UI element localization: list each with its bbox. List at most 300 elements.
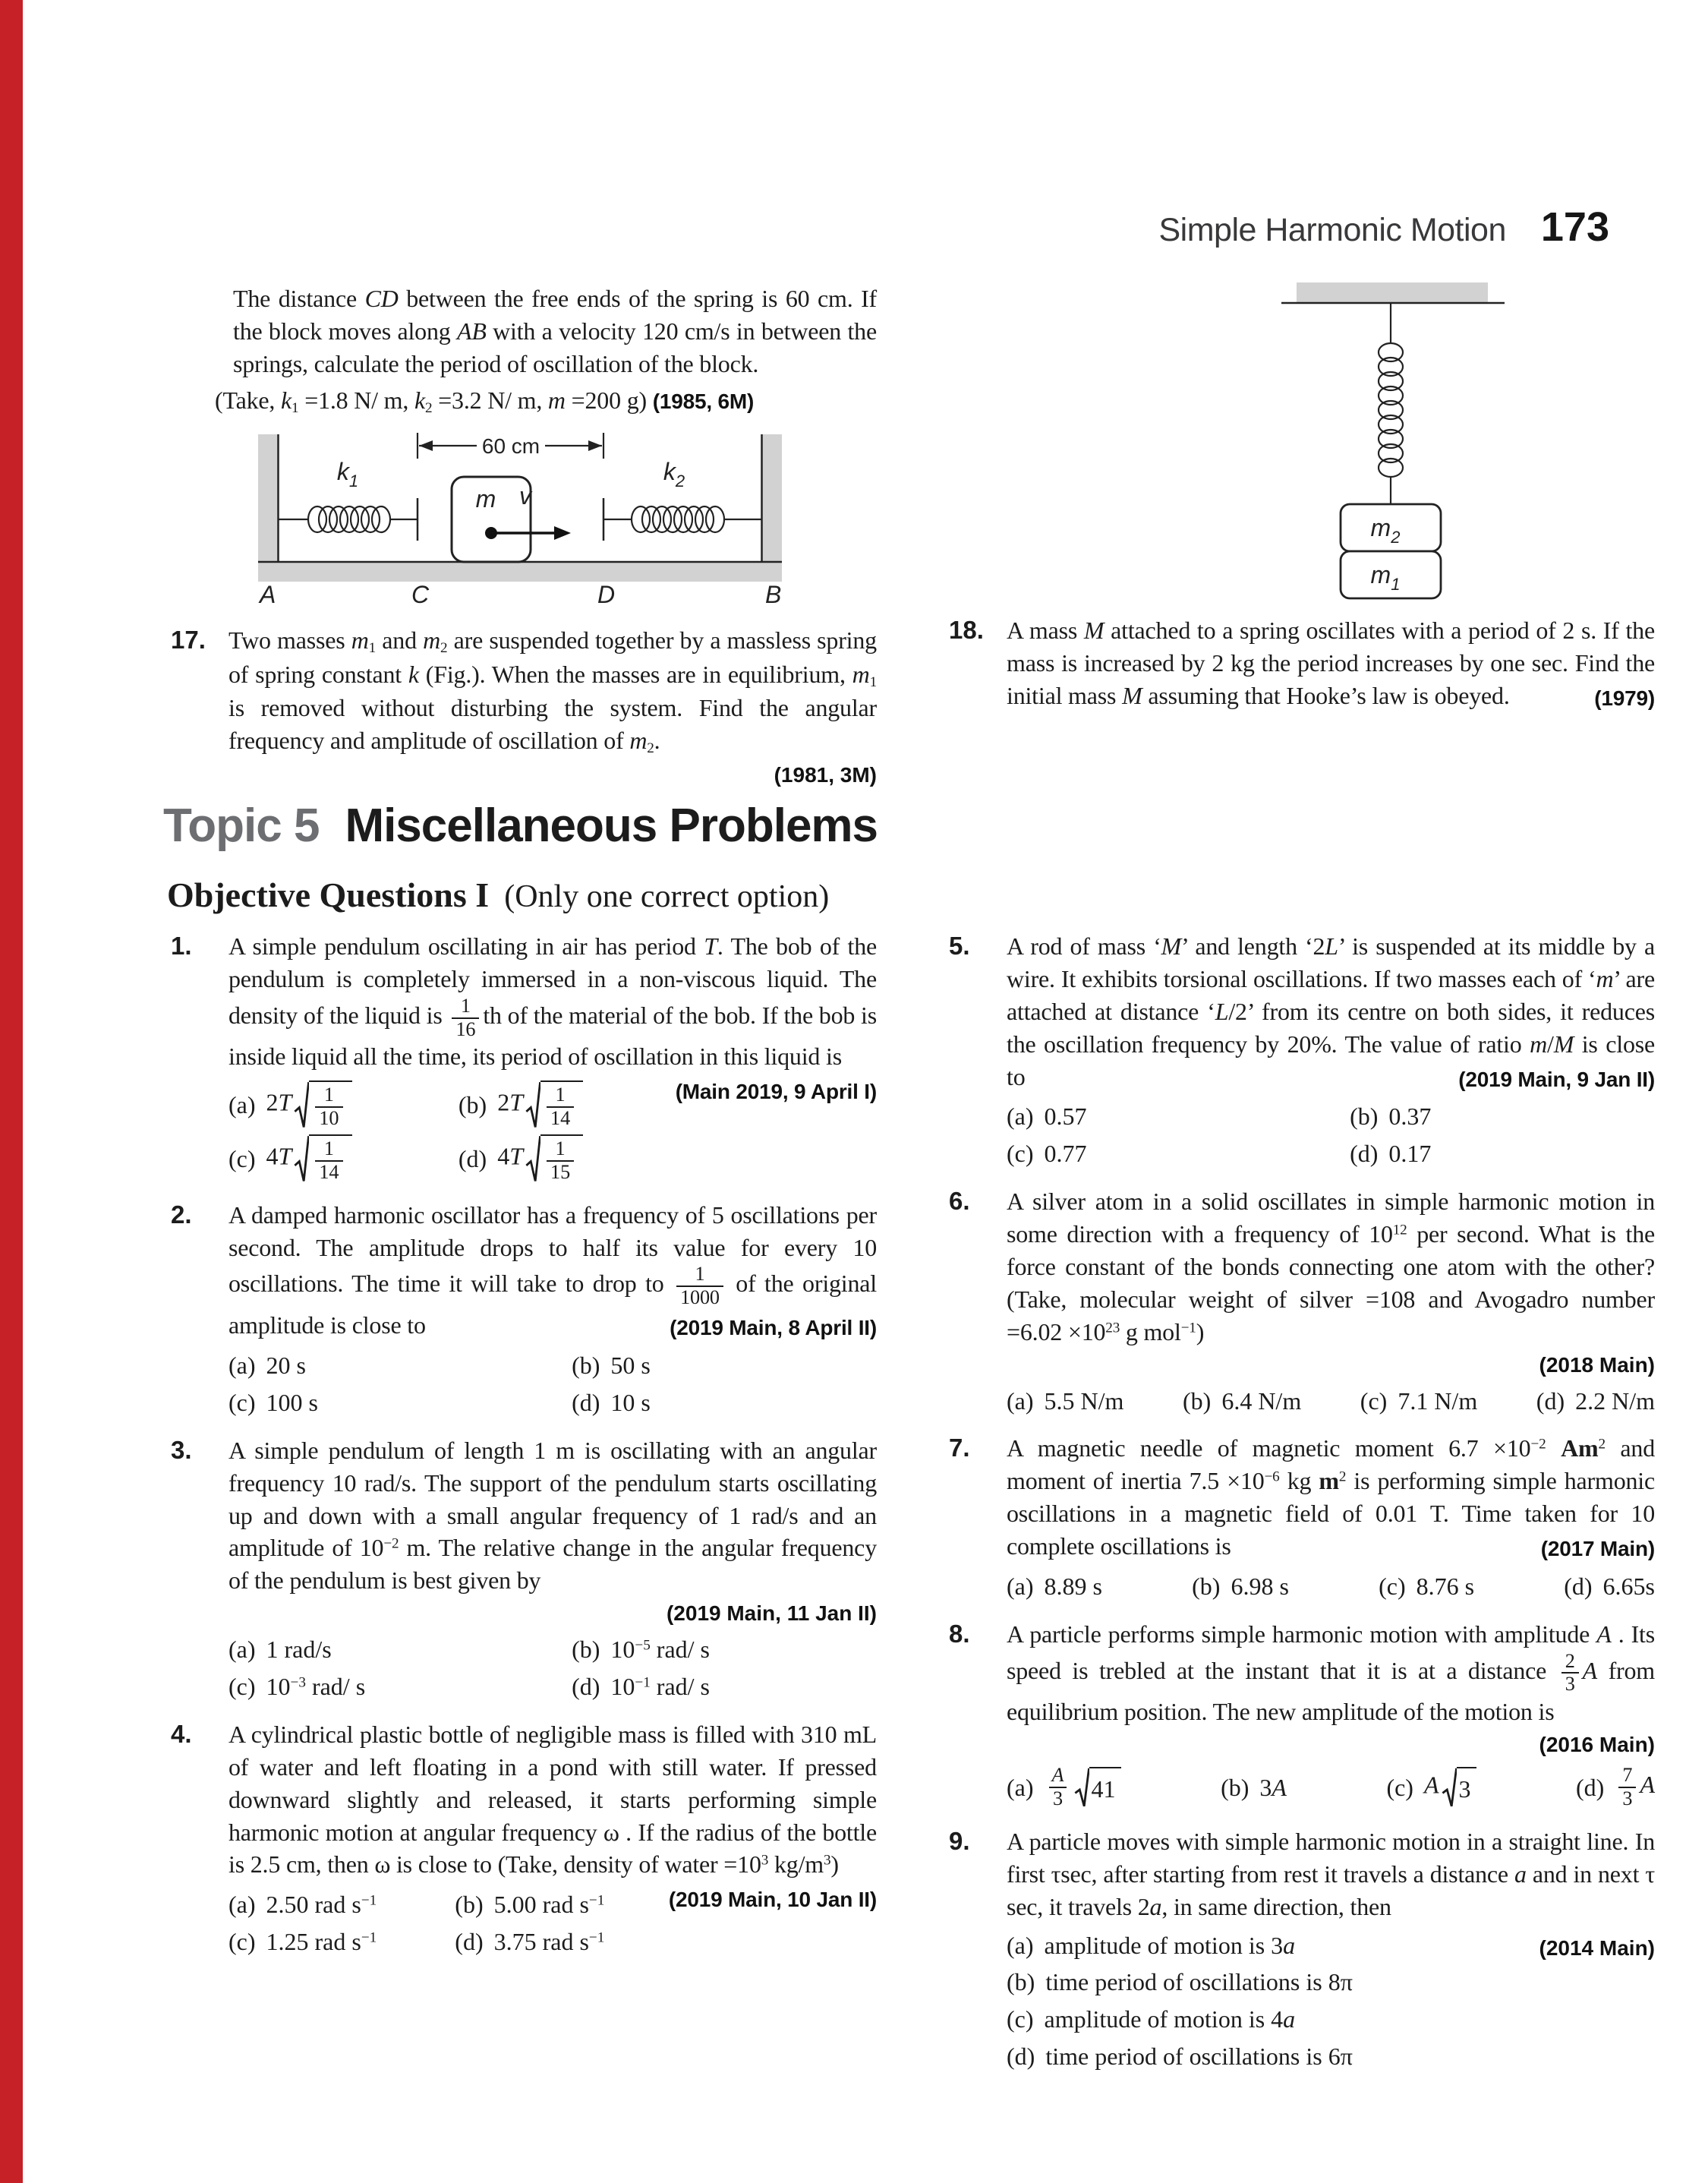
question-text: A silver atom in a solid oscillates in simple harmonic motion in some direction with a frequency of $10^{12}$ per second. What is the force constant of the bonds connecting one atom with the other? (Take, molecular weight of silver =108 and Avogadro number $=6.02 \times 10^{23}$ g mol$^{-1}$) — [1007, 1188, 1655, 1345]
exam-tag: (Main 2019, 9 April I) — [675, 1080, 877, 1104]
question-number: 1. — [171, 932, 192, 960]
option-c — [228, 1926, 441, 1958]
mass-m1-label: $m_1$ — [1370, 561, 1401, 594]
top-right-block — [949, 282, 1655, 727]
question-4 — [171, 1718, 877, 1958]
option-label: (a) — [1007, 1386, 1034, 1415]
question-7 — [949, 1432, 1655, 1602]
two-spring-track-figure — [258, 428, 782, 607]
exam-tag: (2018 Main) — [1539, 1352, 1655, 1377]
right-wall — [762, 434, 782, 562]
italic-symbol: A — [1640, 1771, 1655, 1799]
superscript: −2 — [1530, 1436, 1546, 1453]
option-text: 10 s — [610, 1388, 651, 1416]
italic-symbol: A — [1582, 1656, 1597, 1684]
radical-sign-icon — [1074, 1767, 1089, 1809]
corner-c-label: C — [411, 581, 430, 607]
question-text: A rod of mass ‘M’ and length ‘2L’ is suspended at its middle by a wire. It exhibits torsional oscillations. If two masses each of ‘m’ are attached at distance ‘L/2’ from its centre on both sides, it reduces the oscillation frequency by 20%. The value of ratio m/M is close to (2019 Main, 9 Jan II) — [1007, 930, 1655, 1093]
exam-tag: (2017 Main) — [1540, 1537, 1655, 1560]
section-title: Objective Questions I — [167, 875, 490, 914]
options-4 — [228, 1888, 652, 1958]
option-label: (c) — [1379, 1572, 1406, 1600]
option-label: (d) — [1350, 1140, 1379, 1168]
option-label: (d) — [1536, 1386, 1565, 1415]
option-label: (b) — [455, 1891, 484, 1919]
italic-symbol: AB — [456, 317, 487, 345]
option-label: (a) — [228, 1636, 256, 1664]
option-d — [459, 1134, 659, 1184]
option-text: 8.89 s — [1044, 1572, 1102, 1600]
intro-paragraph: The distance CD between the free ends of the spring is 60 cm. If the block moves along AB with a velocity 120 cm/s in between the springs, calculate the period of oscillation of the block. — [233, 285, 877, 377]
question-18-slot — [949, 614, 1655, 712]
question-number: 5. — [949, 932, 970, 960]
question-body — [1007, 614, 1655, 712]
superscript: −1 — [635, 1674, 651, 1691]
exam-tag: (2019 Main, 9 Jan II) — [1458, 1067, 1655, 1091]
option-label: (b) — [1183, 1386, 1212, 1415]
option-label: (c) — [1007, 2005, 1034, 2033]
superscript: 3 — [823, 1852, 831, 1869]
option-a — [228, 1080, 445, 1130]
question-9 — [949, 1825, 1655, 2077]
italic-symbol: A — [1272, 1773, 1287, 1801]
option-label: (d) — [458, 1144, 487, 1172]
option-text: 1 rad/s — [266, 1636, 332, 1664]
superscript: −1 — [361, 1892, 377, 1909]
italic-symbol: k — [414, 386, 425, 414]
italic-symbol: A — [1051, 1764, 1064, 1787]
superscript: −1 — [588, 1929, 605, 1946]
exam-tag: (2019 Main, 11 Jan II) — [666, 1601, 877, 1626]
radicand: 3 — [1457, 1767, 1476, 1809]
option-label: (c) — [228, 1928, 256, 1956]
block-m-icon — [452, 477, 571, 562]
option-label: (b) — [1007, 1968, 1035, 1996]
option-label: (d) — [1007, 2043, 1035, 2071]
fraction — [547, 1084, 574, 1130]
fraction-denominator: 1000 — [676, 1286, 723, 1309]
italic-symbol: a — [1283, 2005, 1296, 2033]
fraction-denominator: 14 — [547, 1106, 574, 1130]
question-body — [228, 1199, 877, 1419]
subscript: 2 — [440, 640, 448, 657]
fraction-denominator: 16 — [452, 1017, 479, 1041]
option-text: $10^{-3}$ rad/ s — [266, 1673, 366, 1700]
superscript: −1 — [588, 1892, 605, 1909]
option-text: 0.37 — [1388, 1103, 1432, 1131]
question-body — [228, 624, 877, 788]
section-subtitle: (Only one correct option) — [504, 879, 830, 914]
option-a — [228, 1349, 558, 1382]
option-text: 6.4 N/m — [1221, 1386, 1302, 1415]
radicand — [309, 1080, 351, 1130]
italic-symbol: m — [547, 386, 566, 414]
option-label: (b) — [572, 1636, 600, 1664]
question-17 — [171, 624, 877, 788]
italic-symbol: CD — [364, 285, 399, 312]
question-number: 9. — [949, 1826, 970, 1855]
given-values-line: (Take, $k_1 =1.8$ N/ m, $k_2 =3.2$ N/ m, m =200 g) (1985, 6M) — [215, 386, 755, 416]
fraction-numerator: 7 — [1622, 1764, 1633, 1787]
option-label: (d) — [1576, 1773, 1605, 1801]
italic-symbol: a — [1149, 1892, 1162, 1920]
option-label: (a) — [1007, 1773, 1034, 1801]
italic-symbol: L — [1215, 997, 1229, 1025]
option-label: (a) — [1007, 1572, 1034, 1600]
exam-tag-line — [228, 763, 877, 787]
option-text: 20 s — [266, 1352, 306, 1379]
option-label: (c) — [228, 1388, 256, 1416]
page-header — [1159, 203, 1610, 251]
options-9 — [1007, 1929, 1655, 2074]
fraction — [452, 995, 479, 1041]
option-label: (a) — [228, 1091, 256, 1119]
option-c — [1007, 2003, 1655, 2036]
question-5 — [949, 930, 1655, 1170]
option-text: 5.00 rad $s^{-1}$ — [493, 1891, 605, 1919]
fraction-denominator: 15 — [547, 1160, 574, 1184]
square-root — [1442, 1767, 1476, 1809]
option-text: 2.2 N/m — [1575, 1386, 1655, 1415]
option-a — [228, 1888, 441, 1921]
section-heading — [167, 875, 829, 915]
option-label: (c) — [228, 1673, 256, 1700]
option-label: (a) — [228, 1352, 256, 1379]
superscript: 2 — [1338, 1468, 1347, 1485]
option-label: (a) — [228, 1891, 256, 1919]
question-8 — [949, 1618, 1655, 1810]
option-b — [1350, 1100, 1655, 1133]
option-a — [1007, 1100, 1336, 1133]
italic-symbol: a — [1514, 1860, 1527, 1888]
option-text: 1.25 rad $s^{-1}$ — [266, 1928, 377, 1956]
superscript: −2 — [383, 1535, 399, 1552]
subscript: 2 — [424, 399, 433, 416]
option-text: 4T $\frac{1}{15}$ — [497, 1134, 583, 1184]
option-text: 6.98 s — [1231, 1572, 1289, 1600]
fraction-numerator: 1 — [555, 1137, 566, 1159]
bold-symbol: Am — [1561, 1434, 1599, 1462]
italic-symbol: a — [1283, 1931, 1296, 1959]
option-d — [1007, 2040, 1655, 2073]
option-label: (d) — [455, 1928, 484, 1956]
question-1 — [171, 930, 877, 1184]
fraction — [547, 1138, 574, 1184]
page-title: Simple Harmonic Motion — [1158, 212, 1506, 248]
topic-title: Miscellaneous Problems — [345, 800, 878, 852]
superscript: −6 — [1264, 1468, 1280, 1485]
question-number: 7. — [949, 1434, 970, 1462]
top-left-block — [171, 282, 877, 804]
mass-m2-label: $m_2$ — [1370, 514, 1401, 547]
question-text: Two masses $m_1$ and $m_2$ are suspended together by a massless spring of spring constant k (Fig.). When the masses are in equilibrium, $m_1$ is removed without disturbing the system. Find the angular frequency and amplitude of oscillation of $m_2$. — [228, 626, 877, 757]
option-text: 2T $\frac{1}{10}$ — [266, 1080, 352, 1130]
option-text: 2T $\frac{1}{14}$ — [497, 1080, 583, 1130]
option-c — [228, 1670, 558, 1703]
option-label: (c) — [228, 1144, 256, 1172]
italic-symbol: k — [280, 386, 291, 414]
option-d — [1536, 1385, 1655, 1418]
fraction-denominator: 3 — [1049, 1787, 1067, 1810]
page-number: 173 — [1540, 204, 1609, 250]
superscript: 23 — [1105, 1320, 1120, 1336]
option-text: 8.76 s — [1416, 1572, 1475, 1600]
corner-d-label: D — [597, 581, 616, 607]
option-label: (b) — [458, 1091, 487, 1119]
question-number: 4. — [171, 1719, 192, 1748]
radicand — [540, 1080, 583, 1130]
question-text: A particle performs simple harmonic motion with amplitude A . Its speed is trebled at the instant that it is at a distance $\frac{2}{3}$ A from equilibrium position. The new amplitude of the motion is — [1007, 1620, 1655, 1726]
velocity-label: v — [519, 482, 531, 510]
exam-tag: (1985, 6M) — [652, 389, 755, 413]
exam-tag: (2014 Main) — [1539, 1935, 1655, 1960]
question-number: 17. — [171, 626, 206, 655]
exam-tag: (2019 Main, 10 Jan II) — [668, 1888, 877, 1912]
square-root — [294, 1134, 351, 1184]
option-text — [1045, 1765, 1121, 1810]
question-text: A mass M attached to a spring oscillates with a period of 2 s. If the mass is increased by 2 kg the period increases by one sec. Find the initial mass M assuming that Hooke’s law is obeyed. (1979) — [1007, 614, 1655, 712]
fraction — [315, 1138, 342, 1184]
superscript: 2 — [1598, 1436, 1606, 1453]
spring-k2-icon — [603, 498, 762, 541]
superscript: 3 — [761, 1852, 769, 1869]
corner-b-label: B — [765, 581, 782, 607]
italic-symbol: m — [1596, 964, 1614, 992]
question-18 — [949, 614, 1655, 712]
options-6 — [1007, 1385, 1655, 1418]
fraction-numerator: 1 — [323, 1084, 334, 1106]
spring-k1-label: $k_1$ — [336, 458, 359, 491]
radical-sign-icon — [525, 1080, 540, 1130]
option-b — [459, 1080, 659, 1130]
options-5 — [1007, 1100, 1655, 1170]
spring-k2-label: $k_2$ — [663, 458, 685, 491]
option-text: 0.77 — [1044, 1140, 1087, 1168]
option-a — [1007, 1570, 1102, 1603]
italic-symbol: M — [1161, 932, 1182, 960]
fraction — [1618, 1765, 1636, 1810]
italic-symbol: m — [351, 626, 369, 655]
option-label: (d) — [572, 1673, 600, 1700]
fraction-numerator: 1 — [323, 1137, 334, 1159]
option-text: 2.50 rad $s^{-1}$ — [266, 1891, 377, 1919]
left-wall — [258, 434, 278, 562]
question-number: 3. — [171, 1435, 192, 1464]
option-a — [228, 1633, 558, 1666]
questions-column-right — [949, 930, 1655, 2093]
superscript: −1 — [361, 1929, 377, 1946]
option-d — [572, 1386, 877, 1419]
option-text: time period of oscillations is 6π — [1045, 2043, 1353, 2071]
fraction-numerator: 2 — [1565, 1649, 1575, 1672]
square-root — [294, 1080, 351, 1130]
option-label: (c) — [1386, 1773, 1413, 1801]
subscript: 1 — [368, 640, 377, 657]
exam-tag-line — [1007, 1353, 1655, 1377]
options-3 — [228, 1633, 877, 1703]
option-label: (b) — [1221, 1773, 1249, 1801]
italic-symbol: m — [852, 660, 870, 688]
subscript: 1 — [869, 674, 877, 690]
fraction-numerator: 1 — [460, 994, 471, 1017]
option-label: (b) — [1192, 1572, 1221, 1600]
option-text: 0.57 — [1044, 1103, 1087, 1131]
question-2 — [171, 1199, 877, 1419]
option-label: (c) — [1007, 1140, 1034, 1168]
options-7 — [1007, 1570, 1655, 1603]
italic-symbol: M — [1122, 681, 1142, 709]
questions-column-left — [171, 930, 877, 1973]
option-label: (a) — [1007, 1931, 1034, 1959]
option-b — [1221, 1765, 1287, 1810]
radical-sign-icon — [294, 1080, 309, 1130]
fraction — [315, 1084, 342, 1130]
option-d — [572, 1670, 877, 1703]
question-text: A simple pendulum oscillating in air has period T. The bob of the pendulum is completely immersed in a non-viscous liquid. The density of the liquid is $\frac{1}{16}$ th of the material of the bob. If the bob is inside liquid all the time, its period of oscillation in this liquid is (Main 2019, 9 April I) — [228, 930, 877, 1073]
italic-symbol: m — [423, 626, 441, 655]
block-mass-label: m — [475, 485, 496, 513]
square-root — [1074, 1767, 1121, 1809]
fraction-numerator: 1 — [555, 1084, 566, 1106]
option-label: (c) — [1360, 1386, 1388, 1415]
question-body — [1007, 1185, 1655, 1417]
radical-sign-icon — [525, 1134, 540, 1184]
superscript: 12 — [1392, 1222, 1407, 1238]
question-number: 18. — [949, 616, 984, 644]
spring-k1-icon — [278, 498, 418, 541]
italic-symbol: M — [1083, 617, 1105, 644]
question-6 — [949, 1185, 1655, 1417]
exam-tag-line — [1007, 1733, 1655, 1757]
floor — [258, 562, 782, 582]
question-body — [1007, 1618, 1655, 1810]
italic-symbol: T — [278, 1142, 292, 1170]
topic-heading — [163, 799, 878, 853]
ceiling — [1297, 282, 1488, 302]
fraction-denominator: 3 — [1561, 1672, 1579, 1696]
option-text — [1424, 1767, 1476, 1809]
option-b — [1192, 1570, 1289, 1603]
square-root — [525, 1134, 583, 1184]
radical-sign-icon — [1442, 1767, 1457, 1809]
options-8 — [1007, 1765, 1655, 1810]
option-label: (d) — [572, 1388, 600, 1416]
option-text: 5.5 N/m — [1044, 1386, 1124, 1415]
question-body — [228, 1718, 877, 1958]
fraction-denominator: 10 — [315, 1106, 342, 1130]
italic-symbol: T — [509, 1089, 523, 1116]
fraction-numerator — [1048, 1765, 1068, 1787]
option-a — [1007, 1765, 1121, 1810]
option-text: amplitude of motion is 4a — [1044, 2005, 1296, 2033]
option-text: amplitude of motion is 3a — [1044, 1931, 1296, 1959]
option-text: 3A — [1259, 1773, 1287, 1801]
question-text: A simple pendulum of length 1 m is oscillating with an angular frequency 10 rad/s. The support of the pendulum starts oscillating up and down with a small angular frequency of 1 rad/s and an amplitude of $10^{-2}$ m. The relative change in the angular frequency of the pendulum is best given by — [228, 1436, 877, 1595]
option-label: (b) — [1350, 1103, 1379, 1131]
question-number: 8. — [949, 1619, 970, 1648]
option-c — [1379, 1570, 1474, 1603]
question-body — [228, 1434, 877, 1703]
fraction-denominator: 14 — [315, 1160, 342, 1184]
square-root — [525, 1080, 583, 1130]
options-1 — [228, 1080, 659, 1183]
page-edge-stripe — [0, 0, 23, 2183]
option-d — [1564, 1570, 1655, 1603]
option-b — [1183, 1385, 1301, 1418]
option-d — [455, 1926, 652, 1958]
question-17-slot — [171, 624, 877, 788]
option-text: 50 s — [610, 1352, 651, 1379]
option-label: (b) — [572, 1352, 600, 1379]
italic-symbol: A — [1596, 1620, 1612, 1648]
italic-symbol: A — [1423, 1771, 1439, 1799]
option-label: (a) — [1007, 1103, 1034, 1131]
exam-tag: (2019 Main, 8 April II) — [670, 1316, 877, 1340]
option-b — [455, 1888, 652, 1921]
bold-symbol: m — [1319, 1467, 1339, 1495]
option-b — [572, 1349, 877, 1382]
fraction — [1048, 1765, 1068, 1810]
option-b — [1007, 1966, 1655, 1998]
exam-tag: (2016 Main) — [1539, 1733, 1655, 1757]
option-c — [1007, 1137, 1336, 1170]
option-text: $10^{-5}$ rad/ s — [610, 1636, 710, 1664]
fraction-numerator: 1 — [695, 1263, 705, 1286]
question-body — [228, 930, 877, 1184]
radicand — [540, 1134, 583, 1184]
italic-symbol: L — [1325, 932, 1338, 960]
italic-symbol: m — [629, 727, 648, 755]
option-text: time period of oscillations is 8π — [1045, 1968, 1353, 1996]
superscript: −1 — [1180, 1320, 1196, 1336]
option-c — [1386, 1765, 1476, 1810]
option-d — [1350, 1137, 1655, 1170]
corner-a-label: A — [260, 581, 276, 607]
italic-symbol: T — [278, 1089, 292, 1116]
question-text: A cylindrical plastic bottle of negligible mass is filled with 310 mL of water and left floating in a pond with still water. If pressed downward slightly and released, it starts performing simple harmonic motion at angular frequency ω . If the radius of the bottle is 2.5 cm, then ω is close to (Take, density of water $=10^3$ $kg/m^3$) (2019 Main, 10 Jan II) — [228, 1718, 877, 1881]
option-label: (d) — [1564, 1572, 1593, 1600]
italic-symbol: m — [1530, 1030, 1547, 1058]
subscript: 2 — [647, 740, 654, 757]
question-number: 6. — [949, 1187, 970, 1216]
option-c — [228, 1134, 445, 1184]
option-text: 100 s — [266, 1388, 318, 1416]
question-text: A magnetic needle of magnetic moment $6.7 \times 10^{-2}$ Am$^2$ and moment of inertia $7.5 \times 10^{-6}$ kg $m^2$ is performing simple harmonic oscillations in a magnetic field of 0.01 T. Time taken for 10 complete oscillations is (2017 Main) — [1007, 1432, 1655, 1563]
vertical-spring-icon — [1379, 343, 1403, 504]
option-a — [1007, 1929, 1655, 1962]
option-text — [1615, 1765, 1655, 1810]
option-text: 4T $\frac{1}{14}$ — [266, 1134, 352, 1184]
options-2 — [228, 1349, 877, 1419]
option-d — [1576, 1765, 1655, 1810]
option-b — [572, 1633, 877, 1666]
superscript: −3 — [290, 1674, 306, 1691]
radical-sign-icon — [294, 1134, 309, 1184]
option-text: 3.75 rad $s^{-1}$ — [493, 1928, 605, 1956]
fraction — [1561, 1651, 1579, 1696]
italic-symbol: M — [1553, 1030, 1574, 1058]
option-c — [1360, 1385, 1477, 1418]
superscript: −5 — [635, 1637, 651, 1654]
topic-number: Topic 5 — [163, 800, 320, 852]
question-number: 2. — [171, 1200, 192, 1229]
italic-symbol: T — [509, 1142, 523, 1170]
option-text: $10^{-1}$ rad/ s — [610, 1673, 710, 1700]
dimension-label: 60 cm — [481, 434, 540, 459]
velocity-arrowhead-icon — [554, 526, 571, 540]
hanging-spring-figure — [1275, 282, 1511, 601]
radicand: 41 — [1089, 1767, 1121, 1809]
